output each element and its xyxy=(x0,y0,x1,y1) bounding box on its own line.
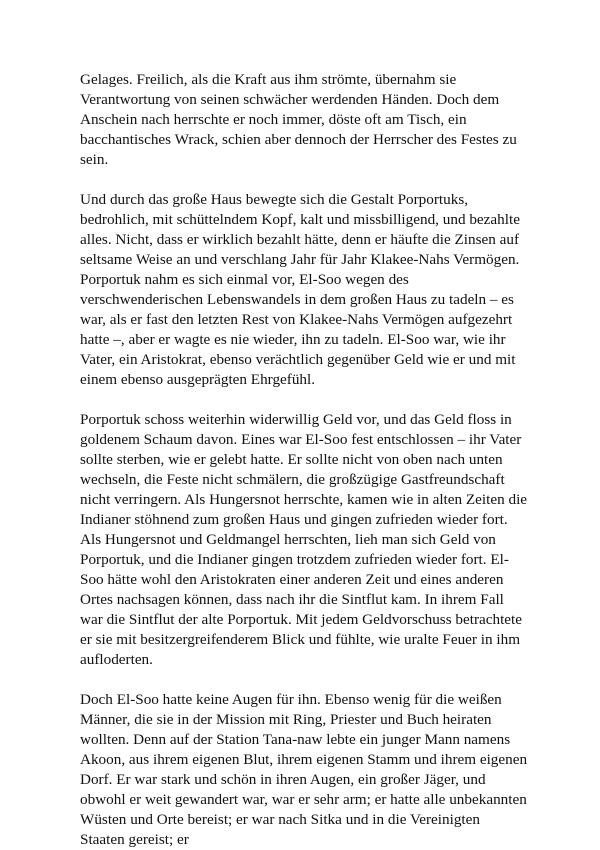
paragraph-3: Porportuk schoss weiterhin widerwillig Geld vor, und das Geld floss in goldenem Schaum davon. Eines war El-Soo fest entschlossen – ihr Vater sollte sterben, wie er gelebt hatte. Er sollte nicht von oben nach unten wechseln, die Feste nicht schmälern, die großzügige Gastfreundschaft nicht verringern. Als Hungersnot herrschte, kamen wie in alten Zeiten die Indianer stöhnend zum großen Haus und gingen zufrieden wieder fort. Als Hungersnot und Geldmangel herrschten, lieh man sich Geld von Porportuk, und die Indianer gingen trotzdem zufrieden wieder fort. El-Soo hätte wohl den Aristokraten einer anderen Zeit und eines anderen Ortes nachsagen können, dass nach ihr die Sintflut kam. In ihrem Fall war die Sintflut der alte Porportuk. Mit jedem Geldvorschuss betrachtete er sie mit besitzergreifenderem Blick und fühlte, wie uralte Feuer in ihm aufloderten. xyxy=(80,411,528,668)
paragraph-2: Und durch das große Haus bewegte sich die Gestalt Porportuks, bedrohlich, mit schüttelndem Kopf, kalt und missbilligend, und bezahlte alles. Nicht, dass er wirklich bezahlt hätte, denn er häufte die Zinsen auf seltsame Weise an und verschlang Jahr für Jahr Klakee-Nahs Vermögen. Porportuk nahm es sich einmal vor, El-Soo wegen des verschwenderischen Lebenswandels in dem großen Haus zu tadeln – es war, als er fast den letzten Rest von Klakee-Nahs Vermögen aufgezehrt hatte –, aber er wagte es nie wieder, ihn zu tadeln. El-Soo war, wie ihr Vater, ein Aristokrat, ebenso verächtlich gegenüber Geld wie er und mit einem ebenso ausgeprägten Ehrgefühl. xyxy=(80,191,520,388)
document-page xyxy=(80,70,528,850)
paragraph-4: Doch El-Soo hatte keine Augen für ihn. Ebenso wenig für die weißen Männer, die sie in der Mission mit Ring, Priester und Buch heiraten wollten. Denn auf der Station Tana-naw lebte ein junger Mann namens Akoon, aus ihrem eigenen Blut, ihrem eigenen Stamm und ihrem eigenen Dorf. Er war stark und schön in ihren Augen, ein großer Jäger, und obwohl er weit gewandert war, war er sehr arm; er hatte alle unbekannten Wüsten und Orte bereist; er war nach Sitka und in die Vereinigten Staaten gereist; er xyxy=(80,691,528,848)
paragraph-1: Gelages. Freilich, als die Kraft aus ihm strömte, übernahm sie Verantwortung von seinen schwächer werdenden Händen. Doch dem Anschein nach herrschte er noch immer, döste oft am Tisch, ein bacchantisches Wrack, schien aber dennoch der Herrscher des Festes zu sein. xyxy=(80,71,517,168)
